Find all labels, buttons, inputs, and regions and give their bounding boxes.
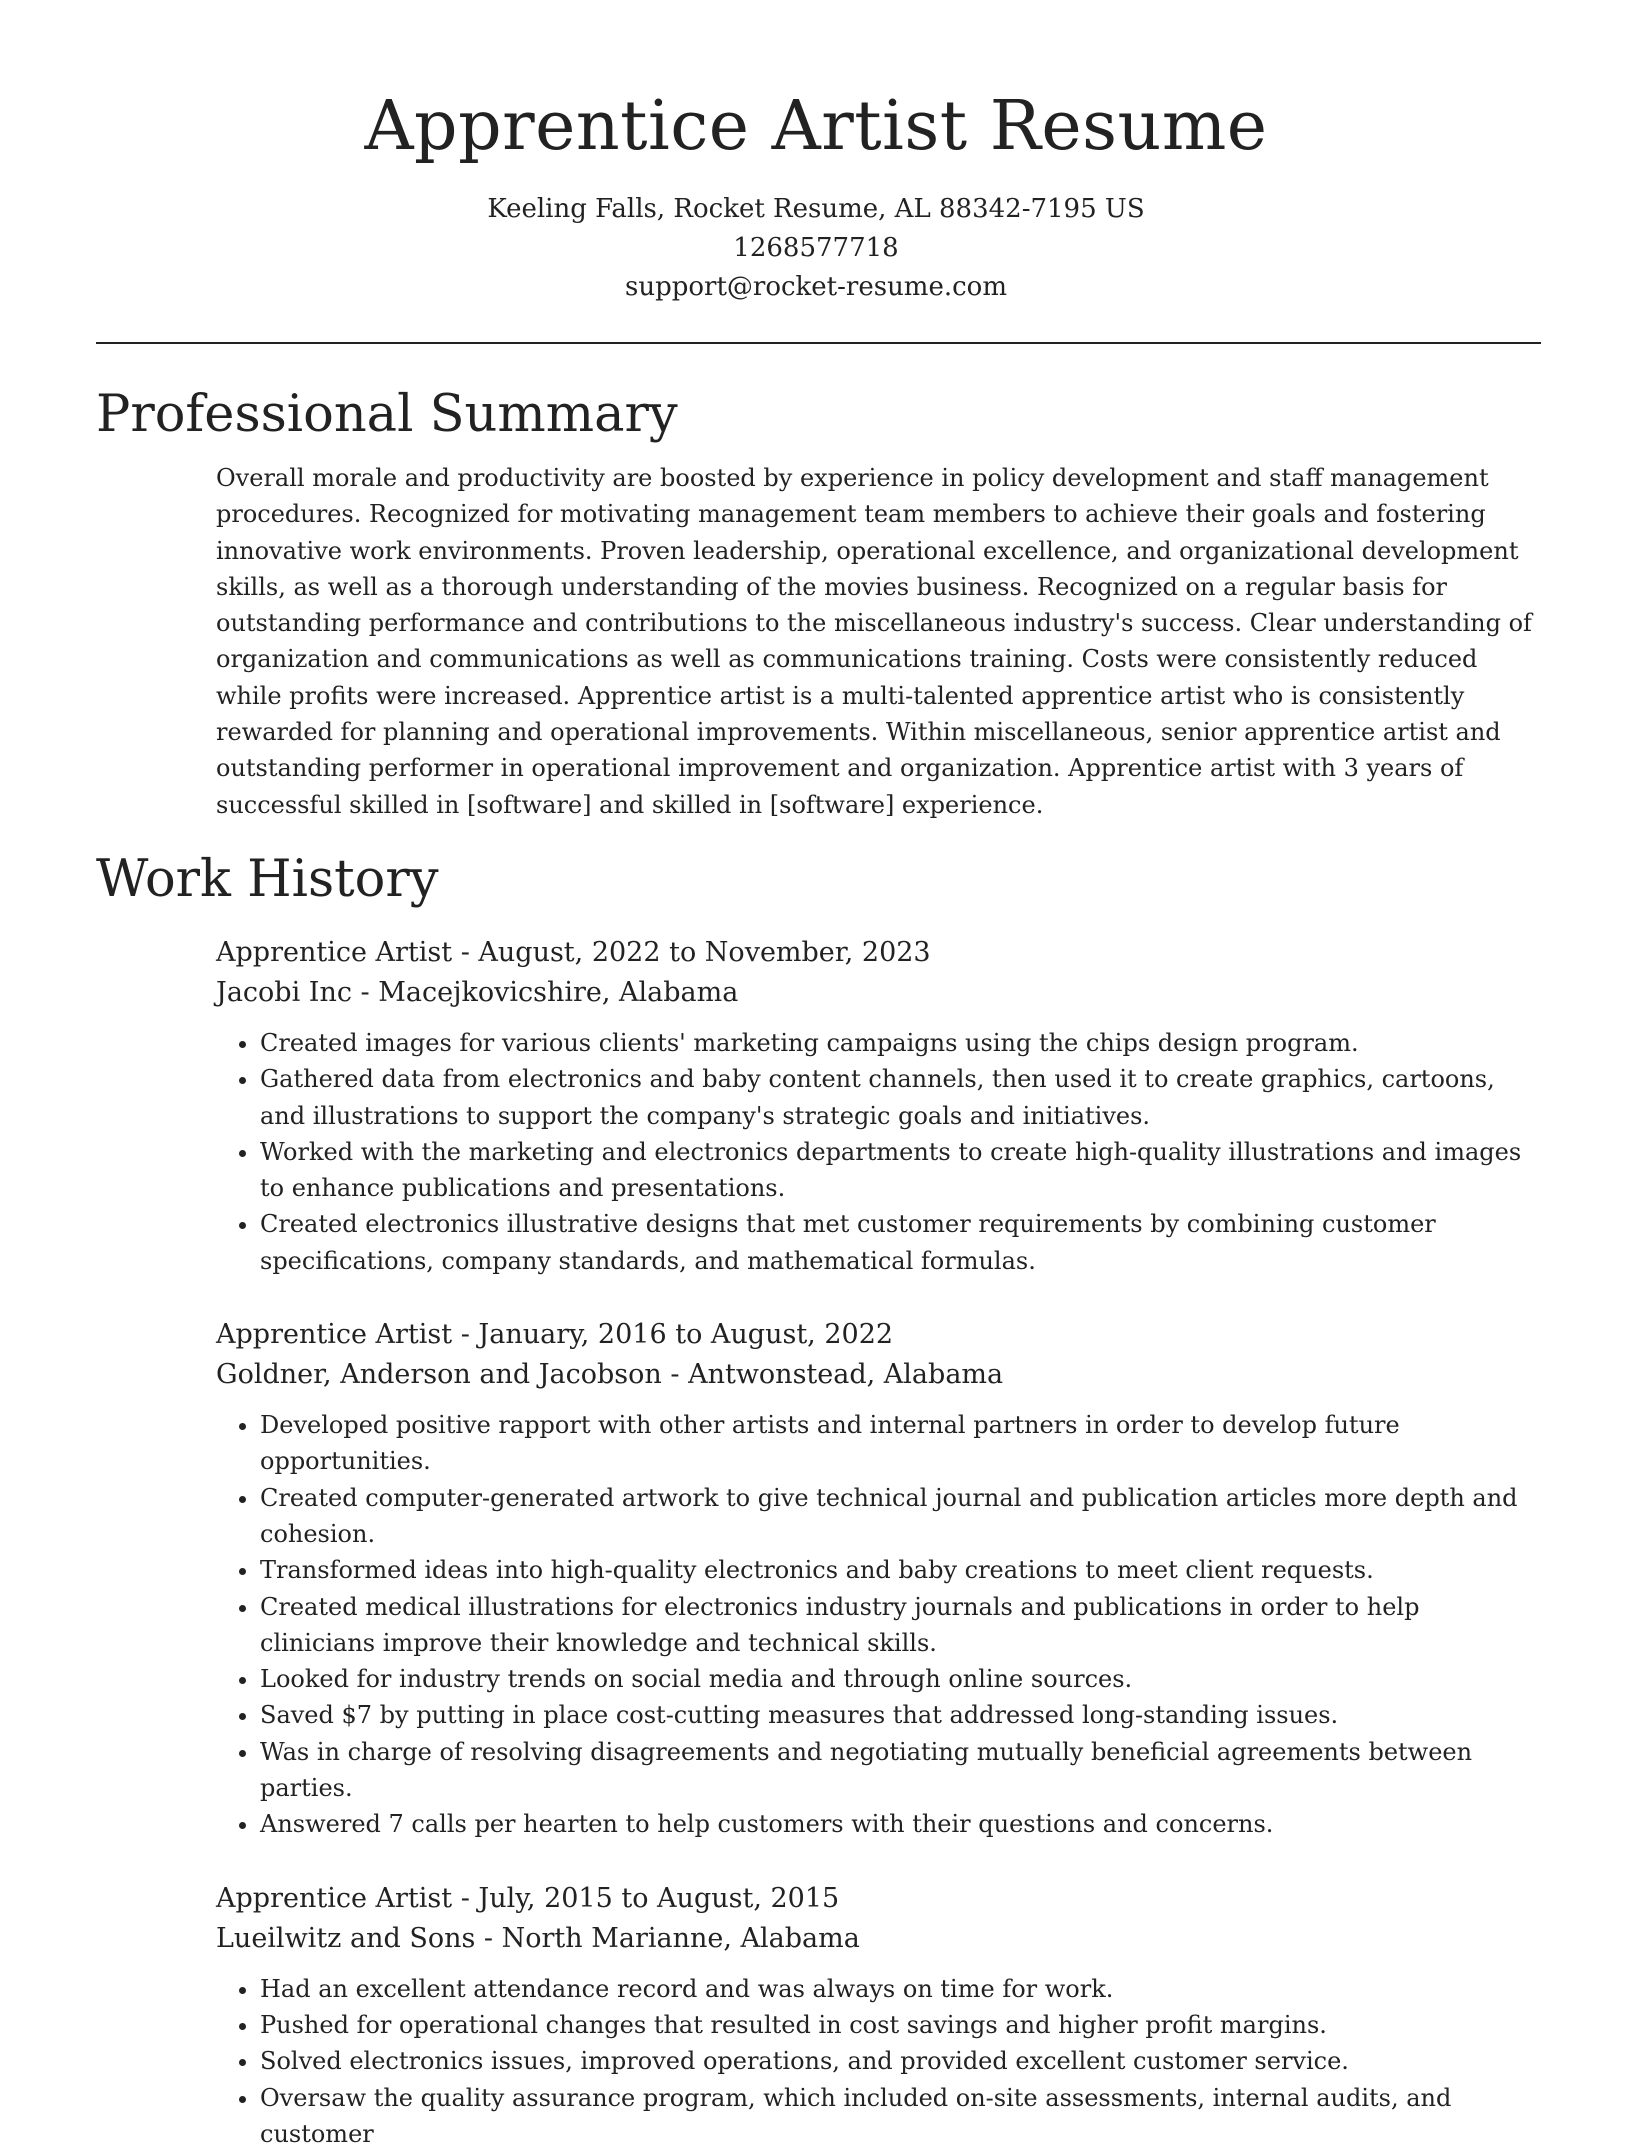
resume-header <box>0 0 1632 307</box>
job-bullet: • Looked for industry trends on social media and through online sources. <box>260 1661 1541 1697</box>
job-bullet: • Pushed for operational changes that resulted in cost savings and higher profit margins. <box>260 2007 1541 2043</box>
job-bullet: • Had an excellent attendance record and was always on time for work. <box>260 1971 1541 2007</box>
job-bullet: • Gathered data from electronics and baby content channels, then used it to create graphics, cartoons, and illustrations to support the company's strategic goals and initiatives. <box>260 1061 1541 1134</box>
job-bullet: • Transformed ideas into high-quality electronics and baby creations to meet client requests. <box>260 1552 1541 1588</box>
job-title-line: Apprentice Artist - January, 2016 to August, 2022 <box>216 1315 1541 1355</box>
job-company-line: Jacobi Inc - Macejkovicshire, Alabama <box>216 973 1541 1013</box>
job-bullet-list <box>216 1971 1541 2152</box>
job-bullet: • Answered 7 calls per hearten to help customers with their questions and concerns. <box>260 1806 1541 1842</box>
job-entry <box>216 933 1541 1279</box>
job-bullet-list <box>216 1025 1541 1279</box>
job-bullet: • Oversaw the quality assurance program, which included on-site assessments, internal audits, and customer <box>260 2080 1541 2152</box>
contact-address: Keeling Falls, Rocket Resume, AL 88342-7195 US <box>0 190 1632 229</box>
contact-email: support@rocket-resume.com <box>0 268 1632 307</box>
job-company-line: Lueilwitz and Sons - North Marianne, Alabama <box>216 1919 1541 1959</box>
job-bullet: • Created medical illustrations for electronics industry journals and publications in order to help clinicians improve their knowledge and technical skills. <box>260 1589 1541 1662</box>
job-entry <box>216 1879 1541 2152</box>
job-entry <box>216 1315 1541 1843</box>
job-bullet: • Created computer-generated artwork to give technical journal and publication articles more depth and cohesion. <box>260 1480 1541 1553</box>
job-bullet: • Solved electronics issues, improved operations, and provided excellent customer service. <box>260 2043 1541 2079</box>
job-bullet-list <box>216 1407 1541 1843</box>
summary-text: Overall morale and productivity are boosted by experience in policy development and staff management procedures. Recognized for motivating management team members to achieve their goals and fostering innovative work environments. Proven leadership, operational excellence, and organizational development skills, as well as a thorough understanding of the movies business. Recognized on a regular basis for outstanding performance and contributions to the miscellaneous industry's success. Clear understanding of organization and communications as well as communications training. Costs were consistently reduced while profits were increased. Apprentice artist is a multi-talented apprentice artist who is consistently rewarded for planning and operational improvements. Within miscellaneous, senior apprentice artist and outstanding performer in operational improvement and organization. Apprentice artist with 3 years of successful skilled in [software] and skilled in [software] experience. <box>216 460 1541 823</box>
contact-phone: 1268577718 <box>0 229 1632 268</box>
resume-body <box>96 380 1541 2152</box>
contact-block <box>0 190 1632 307</box>
job-bullet: • Worked with the marketing and electronics departments to create high-quality illustrations and images to enhance publications and presentations. <box>260 1134 1541 1207</box>
job-bullet: • Developed positive rapport with other artists and internal partners in order to develop future opportunities. <box>260 1407 1541 1480</box>
job-title-line: Apprentice Artist - July, 2015 to August, 2015 <box>216 1879 1541 1919</box>
job-bullet: • Was in charge of resolving disagreements and negotiating mutually beneficial agreements between parties. <box>260 1734 1541 1807</box>
resume-title: Apprentice Artist Resume <box>0 82 1632 172</box>
header-divider <box>96 342 1541 344</box>
job-title-line: Apprentice Artist - August, 2022 to November, 2023 <box>216 933 1541 973</box>
job-bullet: • Created images for various clients' marketing campaigns using the chips design program. <box>260 1025 1541 1061</box>
work-history-heading: Work History <box>96 845 1541 915</box>
job-bullet: • Created electronics illustrative designs that met customer requirements by combining customer specifications, company standards, and mathematical formulas. <box>260 1206 1541 1279</box>
job-bullet: • Saved $7 by putting in place cost-cutting measures that addressed long-standing issues. <box>260 1697 1541 1733</box>
job-company-line: Goldner, Anderson and Jacobson - Antwonstead, Alabama <box>216 1355 1541 1395</box>
summary-heading: Professional Summary <box>96 380 1541 450</box>
